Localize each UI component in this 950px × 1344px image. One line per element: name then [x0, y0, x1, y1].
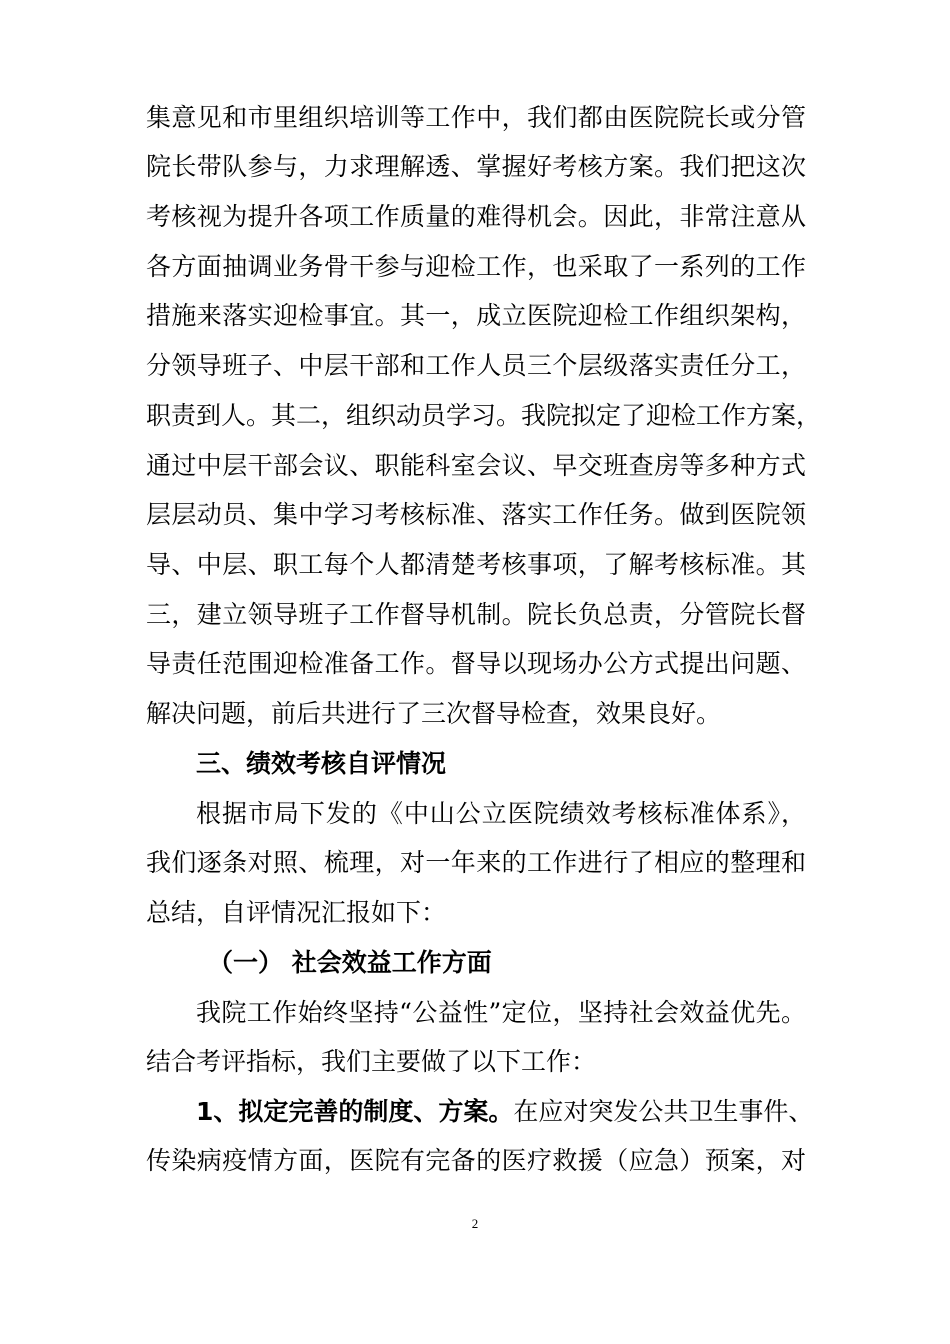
page-number: 2	[471, 1216, 479, 1231]
paragraph-1-line-3: 考核视为提升各项工作质量的难得机会。因此，非常注意从	[146, 202, 806, 231]
subsection-1-heading: （一） 社会效益工作方面	[208, 948, 492, 977]
paragraph-3-line-1: 我院工作始终坚持“公益性”定位，坚持社会效益优先。	[196, 998, 806, 1027]
paragraph-1-line-1: 集意见和市里组织培训等工作中，我们都由医院院长或分管	[146, 103, 806, 132]
paragraph-2-line-3: 总结，自评情况汇报如下：	[146, 898, 447, 927]
paragraph-1-line-4: 各方面抽调业务骨干参与迎检工作，也采取了一系列的工作	[146, 252, 806, 281]
paragraph-1-line-13: 解决问题，前后共进行了三次督导检查，效果良好。	[146, 699, 722, 728]
paragraph-1-line-11: 三，建立领导班子工作督导机制。院长负总责，分管院长督	[146, 600, 806, 629]
paragraph-1-line-8: 通过中层干部会议、职能科室会议、早交班查房等多种方式	[146, 451, 806, 480]
item-1-lead: 1、拟定完善的制度、方案。	[196, 1097, 514, 1126]
paragraph-1-line-7: 职责到人。其二，组织动员学习。我院拟定了迎检工作方案，	[146, 401, 822, 430]
item-1-line-1	[196, 1095, 814, 1129]
paragraph-3-line-2: 结合考评指标，我们主要做了以下工作：	[146, 1047, 597, 1076]
paragraph-2-line-1: 根据市局下发的《中山公立医院绩效考核标准体系》，	[196, 799, 806, 828]
paragraph-1-line-9: 层层动员、集中学习考核标准、落实工作任务。做到医院领	[146, 500, 806, 529]
paragraph-1-line-12: 导责任范围迎检准备工作。督导以现场办公方式提出问题、	[146, 649, 806, 678]
item-1-line-1-rest: 在应对突发公共卫生事件、	[513, 1097, 814, 1126]
paragraph-1-line-6: 分领导班子、中层干部和工作人员三个层级落实责任分工，	[146, 351, 806, 380]
item-1-line-2: 传染病疫情方面，医院有完备的医疗救援（应急）预案，对	[146, 1146, 806, 1175]
paragraph-2-line-2: 我们逐条对照、梳理，对一年来的工作进行了相应的整理和	[146, 848, 806, 877]
paragraph-1-line-10: 导、中层、职工每个人都清楚考核事项，了解考核标准。其	[146, 550, 806, 579]
paragraph-1-line-2: 院长带队参与，力求理解透、掌握好考核方案。我们把这次	[146, 152, 806, 181]
section-3-heading: 三、绩效考核自评情况	[196, 749, 447, 778]
paragraph-1-line-5: 措施来落实迎检事宜。其一，成立医院迎检工作组织架构，	[146, 301, 806, 330]
